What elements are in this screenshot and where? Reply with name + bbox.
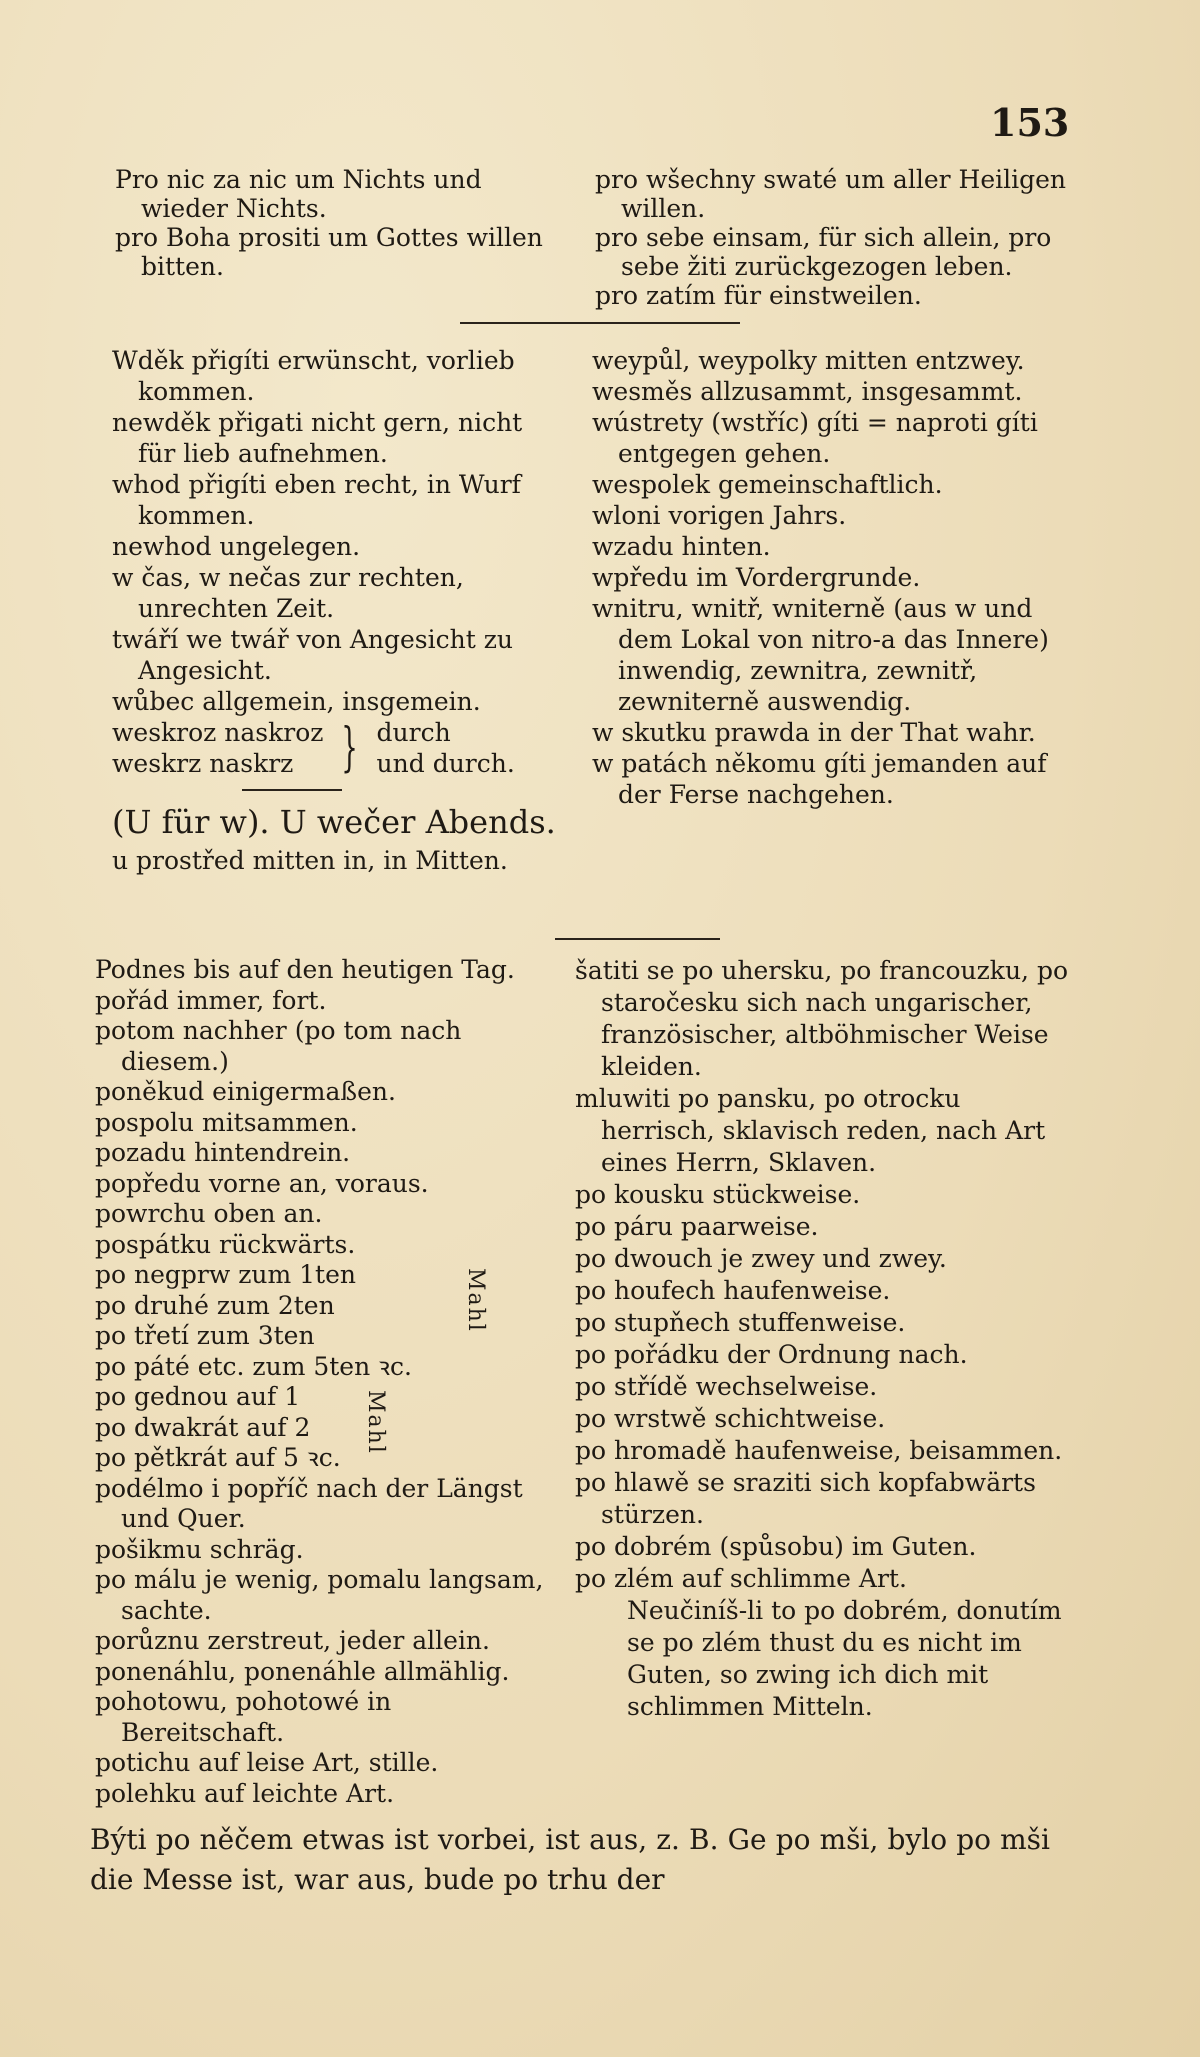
braced-entry [112,717,557,779]
dictionary-entry: w patách někomu gíti jemanden auf der Ferse nachgehen. [592,749,1047,809]
dictionary-entry: šatiti se po uhersku, po francouzku, po staročesku sich nach ungarischer, französischer, altböhmischer Weise kleiden. [575,956,1068,1081]
braced-term: weskrz naskrz [112,749,294,778]
dictionary-entry: wesměs allzusammt, insgesammt. [592,377,1023,406]
dictionary-entry: podélmo i popříč nach der Längst und Quer. [95,1473,523,1533]
dictionary-entry: porůznu zerstreut, jeder allein. [95,1626,490,1655]
section2-left [112,345,557,876]
closing-text: Býti po něčem etwas ist vorbei, ist aus, z. B. Ge po mši, bylo po mši die Messe ist, war aus, bude po trhu der [90,1823,1050,1896]
dictionary-entry: po negprw zum 1ten [95,1260,356,1289]
dictionary-entry: pozadu hintendrein. [95,1138,351,1167]
dictionary-entry: po pořádku der Ordnung nach. [575,1340,968,1369]
dictionary-entry: po dwakrát auf 2 [95,1412,311,1442]
dictionary-entry: po kousku stückweise. [575,1180,861,1209]
brace: } [341,718,359,778]
dictionary-entry: po zlém auf schlimme Art. [575,1564,907,1593]
section4-left [95,955,555,1809]
dictionary-entry: pohotowu, pohotowé in Bereitschaft. [95,1687,392,1747]
dictionary-entry: Neučiníš-li to po dobrém, donutím se po zlém thust du es nicht im Guten, so zwing ich dich mit schlimmen Mitteln. [627,1596,1062,1721]
dictionary-entry: pro zatím für einstweilen. [595,281,922,310]
dictionary-entry: po dobrém (spůsobu) im Guten. [575,1532,977,1561]
dictionary-entry: Wděk přigíti erwünscht, vorlieb kommen. [112,346,515,406]
braced-meaning: durch [376,718,451,747]
section-divider [242,789,342,791]
dictionary-entry: pro sebe einsam, für sich allein, pro sebe žiti zurückgezogen leben. [595,223,1052,281]
dictionary-entry: po páté etc. zum 5ten ꝛc. [95,1351,412,1381]
dictionary-entry: pospolu mitsammen. [95,1107,358,1137]
closing-paragraph [90,1820,1050,1900]
section4-right [575,955,1075,1723]
group-side-label: Mahl [363,1390,388,1455]
dictionary-entry: po druhé zum 2ten [95,1290,335,1320]
dictionary-entry: wnitru, wnitř, wniterně (aus w und dem Lokal von nitro-a das Innere) inwendig, zewnitra, zewnitř, zewniterně auswendig. [592,594,1049,716]
dictionary-entry: newděk přigati nicht gern, nicht für lieb aufnehmen. [112,408,523,468]
dictionary-entry: pořád immer, fort. [95,985,327,1015]
dictionary-entry: poněkud einigermaßen. [95,1077,396,1106]
section1-left [115,165,555,281]
dictionary-entry: po hromadě haufenweise, beisammen. [575,1436,1063,1465]
dictionary-entry: potichu auf leise Art, stille. [95,1748,439,1777]
dictionary-entry: Podnes bis auf den heutigen Tag. [95,955,515,984]
dictionary-entry: wespolek gemeinschaftlich. [592,470,943,499]
dictionary-entry: wloni vorigen Jahrs. [592,501,847,530]
dictionary-entry: w skutku prawda in der That wahr. [592,718,1036,747]
braced-term: weskroz naskroz [112,718,324,747]
dictionary-entry: po střídě wechselweise. [575,1372,878,1401]
dictionary-entry: pošikmu schräg. [95,1534,304,1564]
dictionary-entry: po pětkrát auf 5 ꝛc. [95,1443,341,1472]
dictionary-entry: po houfech haufenweise. [575,1276,891,1305]
dictionary-entry: po třetí zum 3ten [95,1321,315,1350]
section1-right [595,165,1075,310]
section-heading: (U für w). U wečer Abends. [112,803,556,841]
dictionary-entry: pro Boha prositi um Gottes willen bitten. [115,223,543,281]
dictionary-entry: wůbec allgemein, insgemein. [112,687,481,716]
braced-meaning: und durch. [376,749,515,778]
dictionary-entry: pospátku rückwärts. [95,1229,356,1259]
dictionary-entry: weypůl, weypolky mitten entzwey. [592,346,1025,375]
dictionary-entry: wpředu im Vordergrunde. [592,563,921,592]
dictionary-entry: Pro nic za nic um Nichts und wieder Nichts. [115,165,482,223]
dictionary-entry: mluwiti po pansku, po otrocku herrisch, sklavisch reden, nach Art eines Herrn, Sklaven. [575,1084,1046,1177]
group-side-label: Mahl [463,1268,488,1333]
dictionary-entry: po gednou auf 1 [95,1382,301,1411]
dictionary-entry: wústrety (wstříc) gíti = naproti gíti entgegen gehen. [592,408,1038,468]
dictionary-entry: whod přigíti eben recht, in Wurf kommen. [112,470,521,530]
dictionary-entry: newhod ungelegen. [112,532,361,561]
section2-right [592,345,1072,810]
dictionary-entry: twáří we twář von Angesicht zu Angesicht. [112,625,514,685]
dictionary-entry: po málu je wenig, pomalu langsam, sachte. [95,1565,544,1625]
dictionary-entry: wzadu hinten. [592,532,771,561]
dictionary-entry: po dwouch je zwey und zwey. [575,1244,947,1273]
dictionary-entry: popředu vorne an, voraus. [95,1168,429,1198]
page-number: 153 [990,100,1070,145]
dictionary-entry: polehku auf leichte Art. [95,1778,395,1808]
dictionary-entry: pro wšechny swaté um aller Heiligen willen. [595,165,1066,223]
dictionary-entry: potom nachher (po tom nach diesem.) [95,1016,462,1076]
section-divider [460,322,740,324]
dictionary-entry: powrchu oben an. [95,1199,323,1228]
dictionary-entry: po wrstwě schichtweise. [575,1404,886,1433]
dictionary-entry: w čas, w nečas zur rechten, unrechten Zeit. [112,563,464,623]
ordinal-group [95,1260,555,1382]
dictionary-entry: po páru paarweise. [575,1212,819,1241]
multiple-group [95,1382,555,1474]
dictionary-entry: ponenáhlu, ponenáhle allmählig. [95,1656,510,1686]
dictionary-entry: u prostřed mitten in, in Mitten. [112,846,508,875]
section-divider [555,938,720,940]
dictionary-entry: po stupňech stuffenweise. [575,1308,906,1337]
dictionary-entry: po hlawě se sraziti sich kopfabwärts stürzen. [575,1468,1036,1529]
